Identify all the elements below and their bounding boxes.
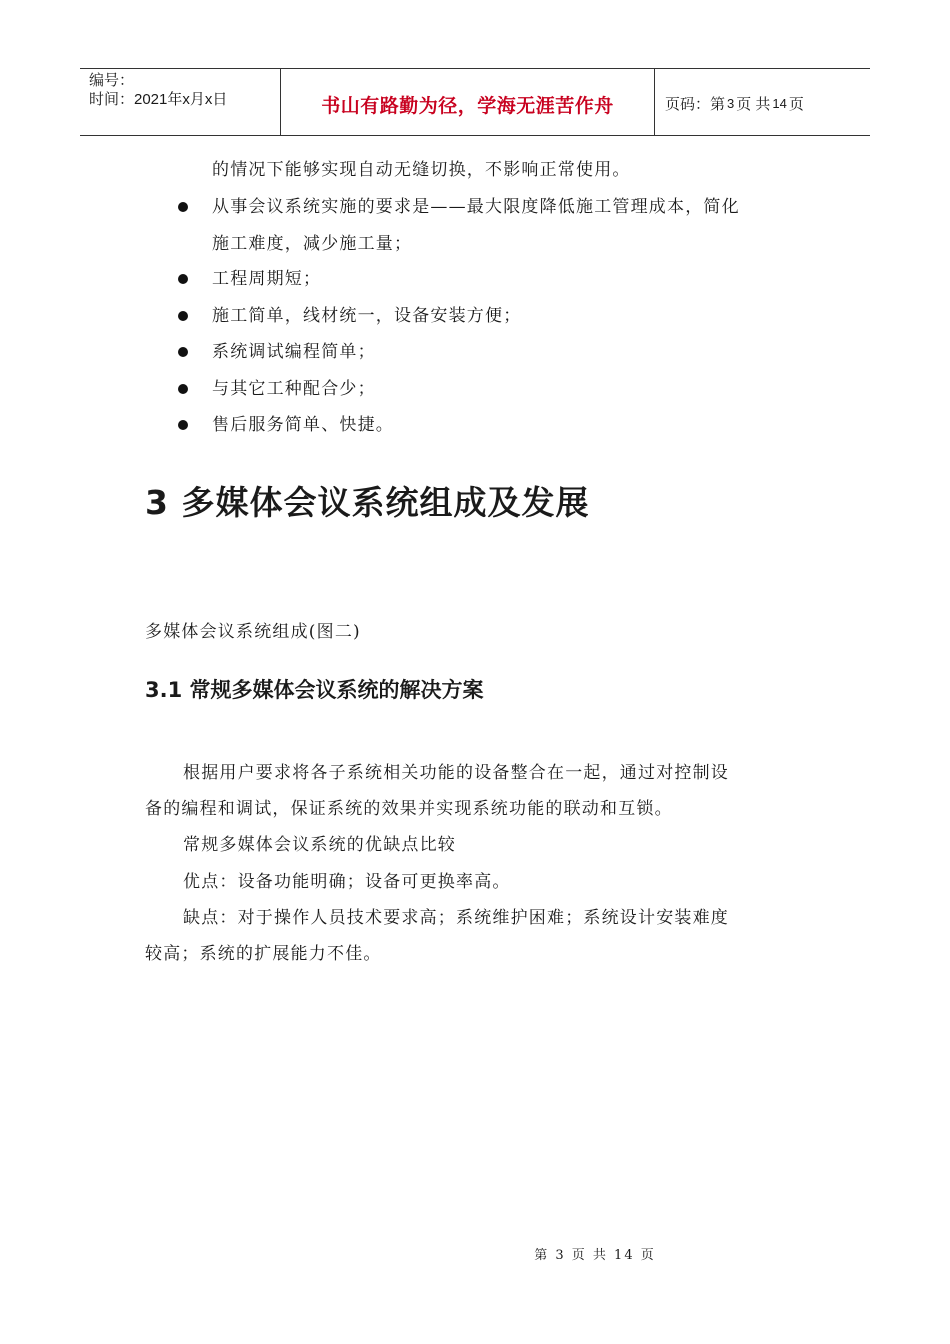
list-item: 与其它工种配合少； (212, 379, 376, 399)
page-total: 14 (772, 95, 787, 111)
list-item: 从事会议系统实施的要求是——最大限度降低施工管理成本，简化 (212, 197, 740, 217)
paragraph-line: 备的编程和调试，保证系统的效果并实现系统功能的联动和互锁。 (145, 799, 673, 819)
subsection-heading: 3.1 常规多媒体会议系统的解决方案 (145, 678, 484, 702)
header-page-number (655, 69, 870, 135)
bullet-icon (178, 420, 188, 430)
list-item: 系统调试编程简单； (212, 342, 376, 362)
bullet-icon (178, 347, 188, 357)
document-time-label: 时间：2021年x月x日 (89, 91, 228, 108)
bullet-icon (178, 274, 188, 284)
page-suffix: 页 (788, 95, 804, 113)
figure-caption: 多媒体会议系统组成(图二) (145, 622, 361, 642)
list-item: 施工简单，线材统一，设备安装方便； (212, 306, 522, 326)
list-item: 售后服务简单、快捷。 (212, 415, 394, 435)
comparison-title: 常规多媒体会议系统的优缺点比较 (183, 835, 456, 855)
cons-text: 缺点：对于操作人员技术要求高；系统维护困难；系统设计安装难度 (183, 908, 729, 928)
section-heading: 3 多媒体会议系统组成及发展 (145, 483, 590, 522)
page-header (80, 68, 870, 136)
paragraph-line: 根据用户要求将各子系统相关功能的设备整合在一起，通过对控制设 (183, 763, 729, 783)
bullet-icon (178, 311, 188, 321)
page-footer: 第 3 页 共 14 页 (534, 1248, 656, 1263)
page-middle: 页 共 (736, 95, 771, 113)
list-item-continuation: 施工难度，减少施工量； (212, 234, 413, 254)
page-current: 3 (727, 95, 735, 111)
list-item: 工程周期短； (212, 269, 322, 289)
pros-text: 优点：设备功能明确；设备可更换率高。 (183, 872, 511, 892)
header-meta (80, 69, 281, 135)
header-motto: 书山有路勤为径，学海无涯苦作舟 (281, 69, 655, 135)
document-number-label: 编号： (89, 72, 135, 89)
page-prefix: 页码：第 (665, 95, 726, 113)
cons-text-continuation: 较高；系统的扩展能力不佳。 (145, 944, 382, 964)
continuation-text: 的情况下能够实现自动无缝切换，不影响正常使用。 (212, 160, 631, 180)
bullet-icon (178, 202, 188, 212)
bullet-icon (178, 384, 188, 394)
